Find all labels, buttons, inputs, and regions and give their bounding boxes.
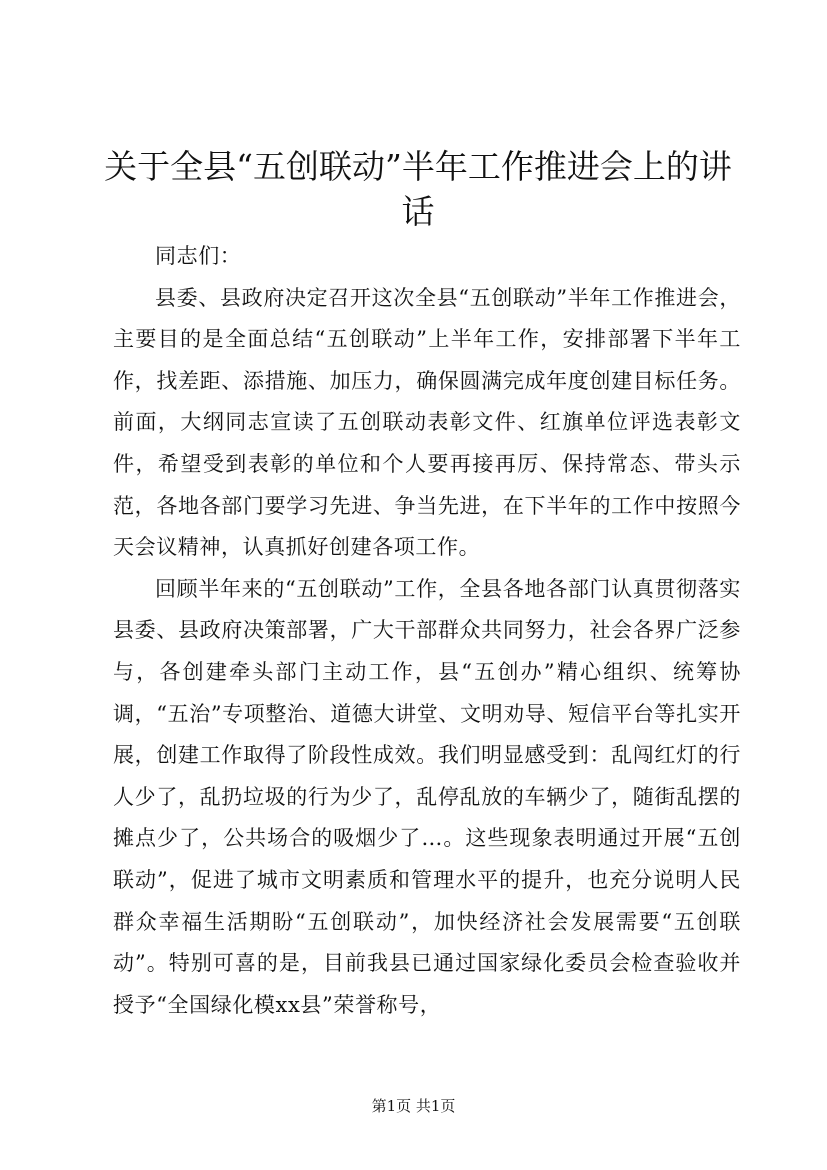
greeting: 同志们：	[155, 244, 242, 268]
paragraph-1: 县委、县政府决定召开这次全县“五创联动”半年工作推进会，主要目的是全面总结“五创联动”上半年工作，安排部署下半年工作，找差距、添措施、加压力，确保圆满完成年度创建目标任务。前面，大纲同志宣读了五创联动表彰文件、红旗单位评选表彰文件，希望受到表彰的单位和个人要再接再厉、保持常态、带头示范，各地各部门要学习先进、争当先进，在下半年的工作中按照今天会议精神，认真抓好创建各项工作。	[113, 285, 741, 560]
document-title: 关于全县“五创联动”半年工作推进会上的讲话	[104, 147, 732, 231]
page-footer: 第1页 共1页	[371, 1097, 456, 1115]
paragraph-2: 回顾半年来的“五创联动”工作，全县各地各部门认真贯彻落实县委、县政府决策部署，广大干部群众共同努力，社会各界广泛参与，各创建牵头部门主动工作，县“五创办”精心组织、统筹协调，“五治”专项整治、道德大讲堂、文明劝导、短信平台等扎实开展，创建工作取得了阶段性成效。我们明显感受到：乱闯红灯的行人少了，乱扔垃圾的行为少了，乱停乱放的车辆少了，随街乱摆的摊点少了，公共场合的吸烟少了…。这些现象表明通过开展“五创联动”，促进了城市文明素质和管理水平的提升，也充分说明人民群众幸福生活期盼“五创联动”，加快经济社会发展需要“五创联动”。特别可喜的是，目前我县已通过国家绿化委员会检查验收并授予“全国绿化模xx县”荣誉称号，	[113, 576, 741, 1017]
document-body	[113, 236, 741, 1026]
